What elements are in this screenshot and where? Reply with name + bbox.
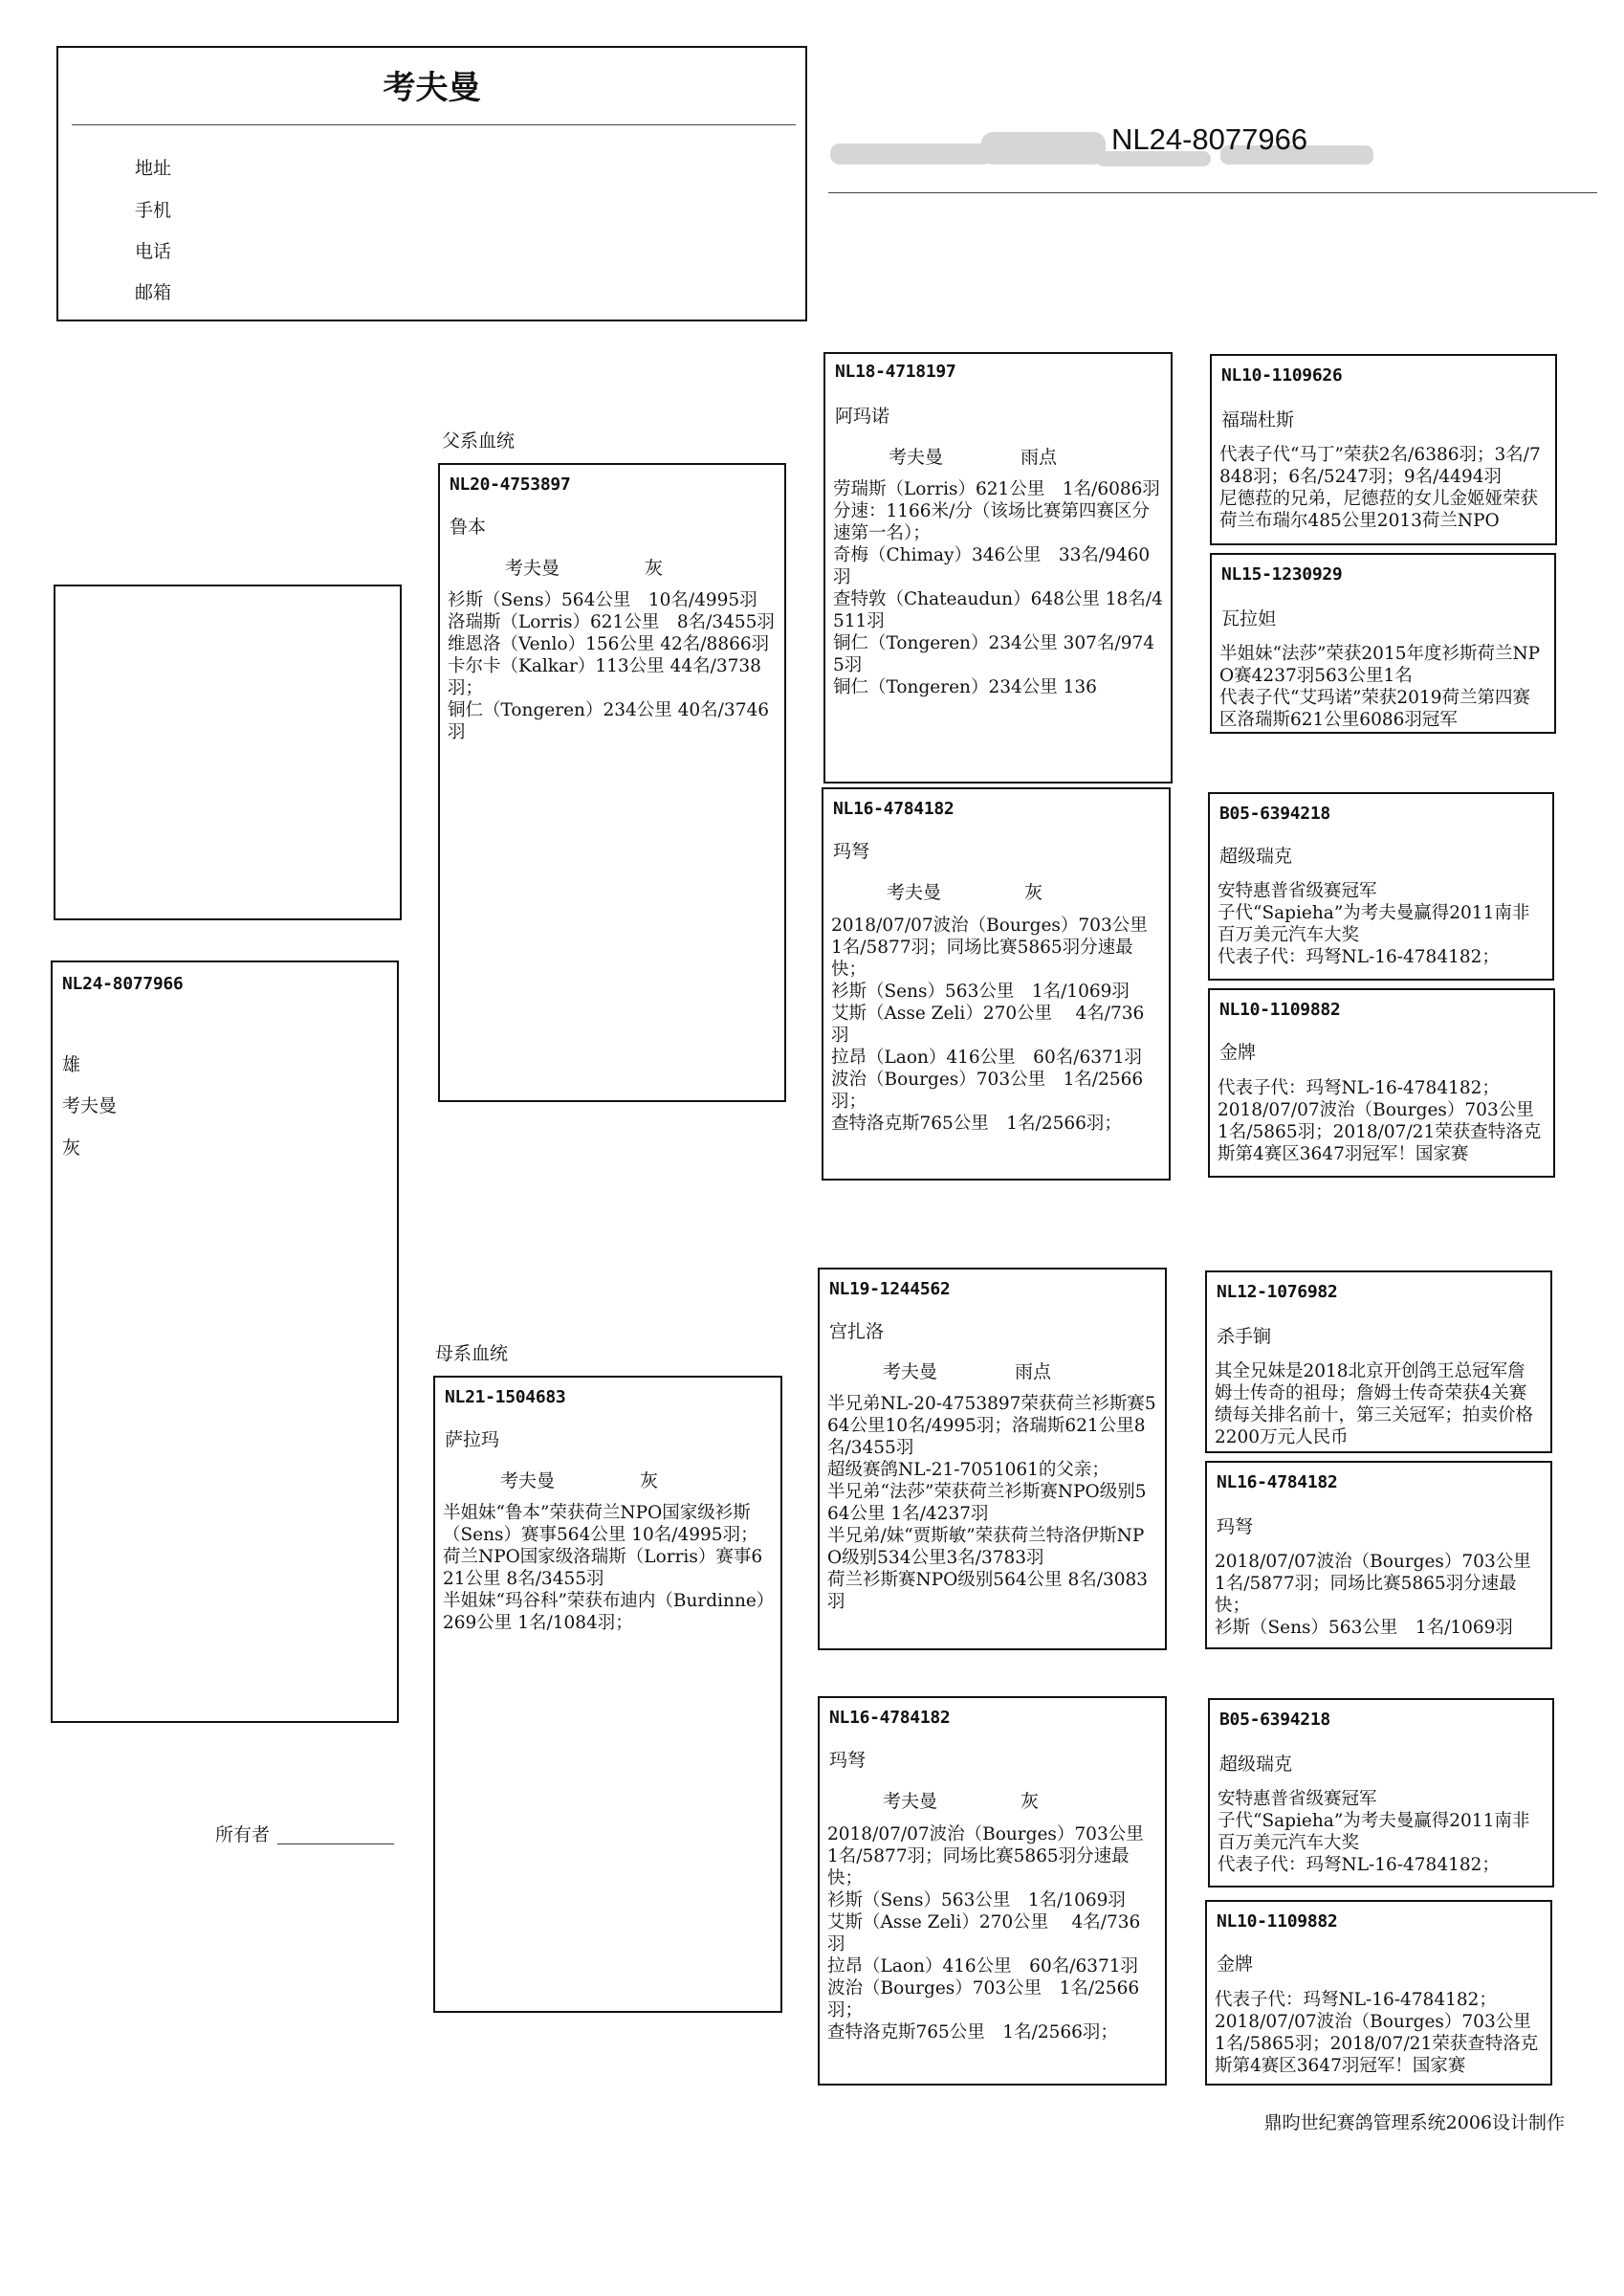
gen3-name: 玛弩 <box>833 841 870 862</box>
gen3-name: 宫扎洛 <box>829 1321 885 1342</box>
gen4-card <box>1208 988 1555 1178</box>
gen3-card <box>822 787 1171 1181</box>
gen3-notes: 2018/07/07波治（Bourges）703公里 1名/5877羽；同场比赛5865羽分速最快； 衫斯（Sens）563公里 1名/1069羽 艾斯（Asse Zeli）270公里 4名/736羽 拉昂（Laon）416公里 60名/6371羽 波治（Bourges）703公里 1名/2566羽； 查特洛克斯765公里 1名/2566羽； <box>831 916 1148 1134</box>
dam-name: 萨拉玛 <box>445 1429 500 1450</box>
header-divider <box>72 124 796 125</box>
subject-card <box>51 960 399 1723</box>
gen4-ring: NL15-1230929 <box>1221 564 1343 585</box>
email-label: 邮箱 <box>135 282 172 303</box>
sire-strain: 考夫曼 <box>505 558 560 579</box>
gen3-strain: 考夫曼 <box>883 1791 938 1812</box>
gen4-card <box>1210 553 1556 734</box>
sire-line-label: 父系血统 <box>442 430 516 452</box>
dam-strain: 考夫曼 <box>500 1470 556 1491</box>
gen3-notes: 2018/07/07波治（Bourges）703公里 1名/5877羽；同场比赛5865羽分速最快； 衫斯（Sens）563公里 1名/1069羽 艾斯（Asse Zeli）270公里 4名/736羽 拉昂（Laon）416公里 60名/6371羽 波治（Bourges）703公里 1名/2566羽； 查特洛克斯765公里 1名/2566羽； <box>827 1824 1144 2042</box>
subject-color: 灰 <box>62 1137 81 1159</box>
gen4-ring: NL10-1109882 <box>1219 1000 1341 1020</box>
sire-card <box>438 463 786 1102</box>
gen3-notes: 劳瑞斯（Lorris）621公里 1名/6086羽 分速：1166米/分（该场比赛第四赛区分速第一名）； 奇梅（Chimay）346公里 33名/9460羽 查特敦（Chateaudun）648公里 18名/4511羽 铜仁（Tongeren）234公里 307名/9745羽 铜仁（Tongeren）234公里 136 <box>833 479 1163 697</box>
gen4-notes: 安特惠普省级赛冠军 子代“Sapieha”为考夫曼赢得2011南非百万美元汽车大奖 代表子代：玛弩NL-16-4784182； <box>1218 881 1530 967</box>
photo-frame <box>54 585 402 920</box>
gen3-ring: NL19-1244562 <box>829 1279 951 1299</box>
gen4-ring: NL16-4784182 <box>1217 1472 1338 1492</box>
gen4-notes: 代表子代：玛弩NL-16-4784182； 2018/07/07波治（Bourges）703公里 1名/5865羽；2018/07/21荣获查特洛克斯第4赛区3647羽冠军！国家赛 <box>1215 1990 1539 2076</box>
loft-title: 考夫曼 <box>383 69 481 107</box>
gen3-color: 灰 <box>1020 1791 1040 1812</box>
sire-color: 灰 <box>645 558 664 579</box>
gen4-card <box>1210 354 1557 545</box>
gen3-color: 雨点 <box>1020 447 1058 468</box>
mobile-label: 手机 <box>135 200 172 221</box>
gen4-notes: 其全兄妹是2018北京开创鸽王总冠军詹姆士传奇的祖母；詹姆士传奇荣获4关赛绩每关排名前十，第三关冠军；拍卖价格2200万元人民币 <box>1215 1361 1534 1447</box>
gen3-color: 雨点 <box>1015 1361 1052 1382</box>
dam-color: 灰 <box>640 1470 659 1491</box>
sire-notes: 衫斯（Sens）564公里 10名/4995羽 洛瑞斯（Lorris）621公里 8名/3455羽 维恩洛（Venlo）156公里 42名/8866羽 卡尔卡（Kalkar）113公里 44名/3738羽； 铜仁（Tongeren）234公里 40名/3746羽 <box>448 590 775 742</box>
subject-strain: 考夫曼 <box>62 1095 118 1116</box>
gen4-card <box>1208 1698 1554 1888</box>
header-ring-underline <box>828 192 1597 193</box>
gen3-name: 玛弩 <box>829 1750 867 1771</box>
gen4-name: 福瑞杜斯 <box>1221 409 1295 430</box>
dam-ring: NL21-1504683 <box>445 1387 566 1407</box>
gen4-card <box>1205 1461 1552 1649</box>
gen4-notes: 代表子代：玛弩NL-16-4784182； 2018/07/07波治（Bourges）703公里 1名/5865羽；2018/07/21荣获查特洛克斯第4赛区3647羽冠军！国家赛 <box>1218 1078 1542 1164</box>
gen4-ring: B05-6394218 <box>1219 1710 1330 1730</box>
owner-underline <box>277 1843 394 1844</box>
gen3-card <box>823 352 1173 784</box>
gen4-name: 金牌 <box>1219 1042 1257 1063</box>
footer-credit: 鼎昀世纪赛鸽管理系统2006设计制作 <box>1263 2112 1565 2133</box>
gen4-name: 瓦拉妲 <box>1221 608 1277 629</box>
gen3-name: 阿玛诺 <box>835 406 890 427</box>
gen4-ring: NL12-1076982 <box>1217 1282 1338 1302</box>
header-box <box>56 46 807 321</box>
gen4-notes: 代表子代“马丁”荣获2名/6386羽；3名/7848羽；6名/5247羽；9名/4494羽 尼德菈的兄弟，尼德菈的女儿金姬娅荣获荷兰布瑞尔485公里2013荷兰NPO <box>1219 445 1541 531</box>
owner-label: 所有者 <box>215 1824 271 1845</box>
header-ring-number: NL24-8077966 <box>1111 122 1308 156</box>
dam-notes: 半姐妹“鲁本”荣获荷兰NPO国家级衫斯（Sens）赛事564公里 10名/4995羽；荷兰NPO国家级洛瑞斯（Lorris）赛事621公里 8名/3455羽 半姐妹“玛谷科”荣获布迪内（Burdinne）269公里 1名/1084羽； <box>443 1503 766 1633</box>
gen3-strain: 考夫曼 <box>883 1361 938 1382</box>
gen4-ring: B05-6394218 <box>1219 804 1330 824</box>
gen4-name: 玛弩 <box>1217 1516 1254 1537</box>
gen4-ring: NL10-1109882 <box>1217 1911 1338 1932</box>
gen3-ring: NL18-4718197 <box>835 362 956 382</box>
gen4-notes: 安特惠普省级赛冠军 子代“Sapieha”为考夫曼赢得2011南非百万美元汽车大奖 代表子代：玛弩NL-16-4784182； <box>1218 1789 1530 1875</box>
gen3-card <box>818 1696 1167 2086</box>
gen4-notes: 2018/07/07波治（Bourges）703公里 1名/5877羽；同场比赛5865羽分速最快； 衫斯（Sens）563公里 1名/1069羽 <box>1215 1552 1531 1638</box>
gen4-name: 杀手锏 <box>1217 1326 1272 1347</box>
address-label: 地址 <box>135 158 172 179</box>
sire-name: 鲁本 <box>450 517 487 538</box>
subject-ring: NL24-8077966 <box>62 974 184 994</box>
gen3-strain: 考夫曼 <box>887 882 942 903</box>
gen4-card <box>1205 1270 1552 1453</box>
gen3-card <box>818 1268 1167 1650</box>
phone-label: 电话 <box>135 241 172 262</box>
gen3-ring: NL16-4784182 <box>833 799 955 819</box>
dam-card <box>433 1376 782 2013</box>
gen4-notes: 半姐妹“法莎”荣获2015年度衫斯荷兰NPO赛4237羽563公里1名 代表子代“艾玛诺”荣获2019荷兰第四赛区洛瑞斯621公里6086羽冠军 <box>1219 644 1541 730</box>
subject-sex: 雄 <box>62 1054 81 1075</box>
gen3-color: 灰 <box>1024 882 1043 903</box>
gen4-name: 超级瑞克 <box>1219 846 1293 867</box>
gen4-card <box>1205 1900 1552 2086</box>
gen4-name: 超级瑞克 <box>1219 1754 1293 1775</box>
dam-line-label: 母系血统 <box>435 1343 509 1364</box>
gen3-strain: 考夫曼 <box>889 447 944 468</box>
gen4-card <box>1208 792 1554 981</box>
sire-ring: NL20-4753897 <box>450 475 571 495</box>
gen4-name: 金牌 <box>1217 1954 1254 1975</box>
gen3-notes: 半兄弟NL-20-4753897荣获荷兰衫斯赛564公里10名/4995羽；洛瑞斯621公里8名/3455羽 超级赛鸽NL-21-7051061的父亲； 半兄弟“法莎”荣获荷兰衫斯赛NPO级别564公里 1名/4237羽 半兄弟/妹“贾斯敏”荣获荷兰特洛伊斯NPO级别534公里3名/3783羽 荷兰衫斯赛NPO级别564公里 8名/3083羽 <box>827 1394 1156 1612</box>
gen4-ring: NL10-1109626 <box>1221 365 1343 386</box>
gen3-ring: NL16-4784182 <box>829 1708 951 1728</box>
